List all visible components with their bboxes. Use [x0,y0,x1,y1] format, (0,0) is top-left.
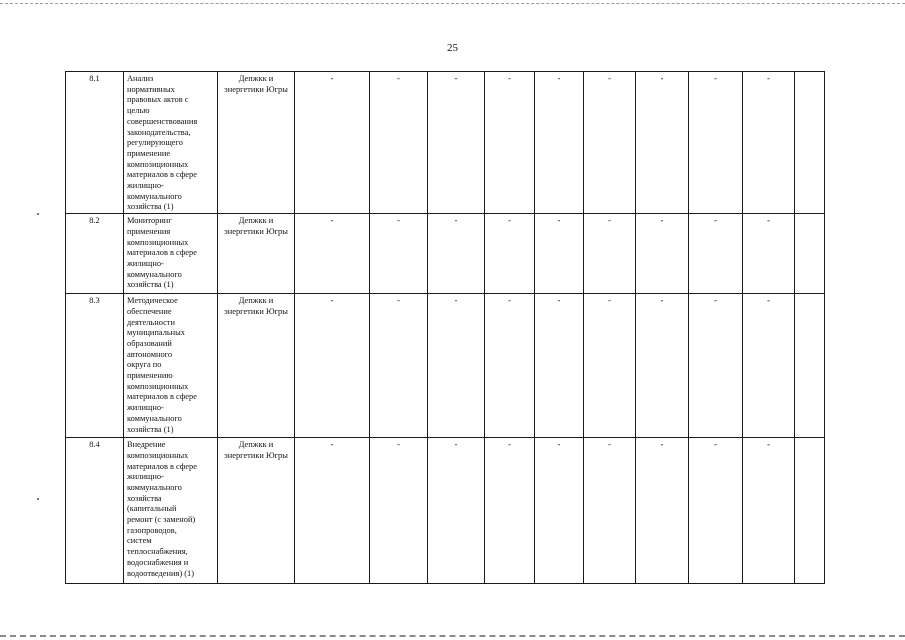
value-cell [428,214,485,294]
value-cell [584,438,636,584]
value-text: - [608,440,611,450]
value-cell [428,72,485,214]
activity-name-line: газопроводов, [127,525,177,535]
activity-name-line: материалов в сфере [127,461,197,471]
value-cell [295,438,370,584]
value-text: - [767,440,770,450]
activity-name-line: правовых актов с [127,95,189,105]
value-text: - [557,296,561,306]
value-text: - [397,216,400,226]
scan-speck [37,498,39,500]
scan-edge-top [0,3,905,4]
value-cell [485,72,535,214]
activity-name-line: муниципальных [127,328,185,338]
activity-name-line: материалов в сфере [127,170,197,180]
table-row [66,214,825,294]
value-text: - [714,440,717,450]
activity-name [124,294,218,438]
value-text: - [608,74,611,83]
activity-name-line: законодательства, [127,127,191,137]
value-cell [584,294,636,438]
activity-name-line: округа по [127,360,162,370]
value-text: - [714,74,717,83]
value-cell [295,72,370,214]
program-activities-table [65,71,825,584]
value-text: - [714,216,717,226]
activity-name-line: композиционных [127,450,189,460]
activity-name-line: теплоснабжения, [127,547,188,557]
activity-name-line: хозяйства (1) [127,424,174,434]
activity-name [124,72,218,214]
value-text: - [454,440,458,450]
value-cell [584,214,636,294]
value-text: - [714,296,717,306]
value-text: - [397,296,400,306]
activity-name-line: образований [127,338,172,348]
value-cell [535,438,584,584]
value-text: - [508,74,511,83]
responsible-executor: Депжкк и энергетики Югры [218,72,295,214]
value-text: - [397,74,400,83]
row-number: 8.2 [66,214,124,294]
value-cell [689,438,743,584]
activity-name-line: совершенствования [127,116,198,126]
activity-name-line: водоснабжения и [127,557,189,567]
table-row [66,72,825,214]
activity-name-line: автономного [127,349,173,359]
value-cell [636,72,689,214]
table-row [66,294,825,438]
activity-name-line: целью [127,106,150,116]
activity-name-line: деятельности [127,317,175,327]
value-text: - [454,74,458,83]
activity-name-line: Мониторинг [127,216,172,226]
value-cell [636,214,689,294]
value-text: - [660,216,664,226]
value-cell [370,72,428,214]
activity-name-line: регулирующего [127,138,183,148]
responsible-executor: Депжкк и энергетики Югры [218,294,295,438]
value-cell [636,438,689,584]
page-number: 25 [447,42,458,54]
value-cell [485,294,535,438]
activity-name-line: хозяйства [127,493,162,503]
value-cell [636,294,689,438]
row-number: 8.1 [66,72,124,214]
activity-name-line: материалов в сфере [127,392,197,402]
activity-name-line: коммунального [127,413,182,423]
value-cell [689,294,743,438]
value-cell [743,294,795,438]
activity-name-line: применения [127,226,171,236]
value-cell [689,72,743,214]
activity-name-line: водоотведения) (1) [127,568,194,578]
value-text: - [557,74,561,83]
value-text: - [397,440,400,450]
activity-name-line: ремонт (с заменой) [127,515,196,525]
value-cell [689,214,743,294]
value-cell [535,214,584,294]
value-cell [295,214,370,294]
value-text: - [660,440,664,450]
activity-name-line: жилищно- [127,472,164,482]
table-row [66,438,825,584]
scan-speck [37,213,39,215]
activity-name [124,214,218,294]
value-cell [743,72,795,214]
activity-name-line: (капитальный [127,504,177,514]
value-cell [485,214,535,294]
activity-name-line: жилищно- [127,258,164,268]
activity-name-line: коммунального [127,269,182,279]
value-text: - [767,296,770,306]
value-text: - [660,296,664,306]
value-cell [795,438,825,584]
activity-name-line: композиционных [127,159,189,169]
activity-name-line: применение [127,148,171,158]
value-text: - [608,216,611,226]
value-text: - [330,74,334,83]
value-text: - [508,216,511,226]
value-text: - [454,216,458,226]
activity-name-line: коммунального [127,482,182,492]
activity-name-line: применению [127,371,173,381]
value-text: - [767,74,770,83]
activity-name-line: систем [127,536,152,546]
activity-name-line: жилищно- [127,181,164,191]
value-cell [535,72,584,214]
row-number: 8.3 [66,294,124,438]
value-cell [370,294,428,438]
value-text: - [508,296,511,306]
activity-name-line: хозяйства (1) [127,280,174,290]
activity-name-line: хозяйства (1) [127,202,174,212]
scan-edge-bottom [0,635,905,637]
activity-name-line: обеспечение [127,306,172,316]
value-cell [795,72,825,214]
table-body [66,72,825,584]
value-text: - [330,216,334,226]
activity-name-line: жилищно- [127,403,164,413]
value-text: - [767,216,770,226]
value-cell [743,214,795,294]
value-text: - [508,440,511,450]
responsible-executor: Депжкк и энергетики Югры [218,214,295,294]
activity-name-line: коммунального [127,191,182,201]
value-text: - [557,440,561,450]
activity-name-line: Методическое [127,296,178,306]
activity-name-line: Внедрение [127,440,166,450]
value-text: - [330,440,334,450]
activity-name-line: нормативных [127,84,175,94]
value-text: - [330,296,334,306]
value-cell [295,294,370,438]
value-cell [795,214,825,294]
value-cell [370,438,428,584]
value-cell [743,438,795,584]
value-text: - [454,296,458,306]
value-cell [584,72,636,214]
value-text: - [557,216,561,226]
value-cell [795,294,825,438]
responsible-executor: Депжкк и энергетики Югры [218,438,295,584]
value-cell [428,438,485,584]
activity-name-line: композиционных [127,237,189,247]
row-number: 8.4 [66,438,124,584]
activity-name-line: Анализ [127,74,154,83]
value-text: - [608,296,611,306]
value-cell [535,294,584,438]
activity-name [124,438,218,584]
activity-name-line: композиционных [127,381,189,391]
value-text: - [660,74,664,83]
value-cell [370,214,428,294]
value-cell [485,438,535,584]
activity-name-line: материалов в сфере [127,248,197,258]
value-cell [428,294,485,438]
